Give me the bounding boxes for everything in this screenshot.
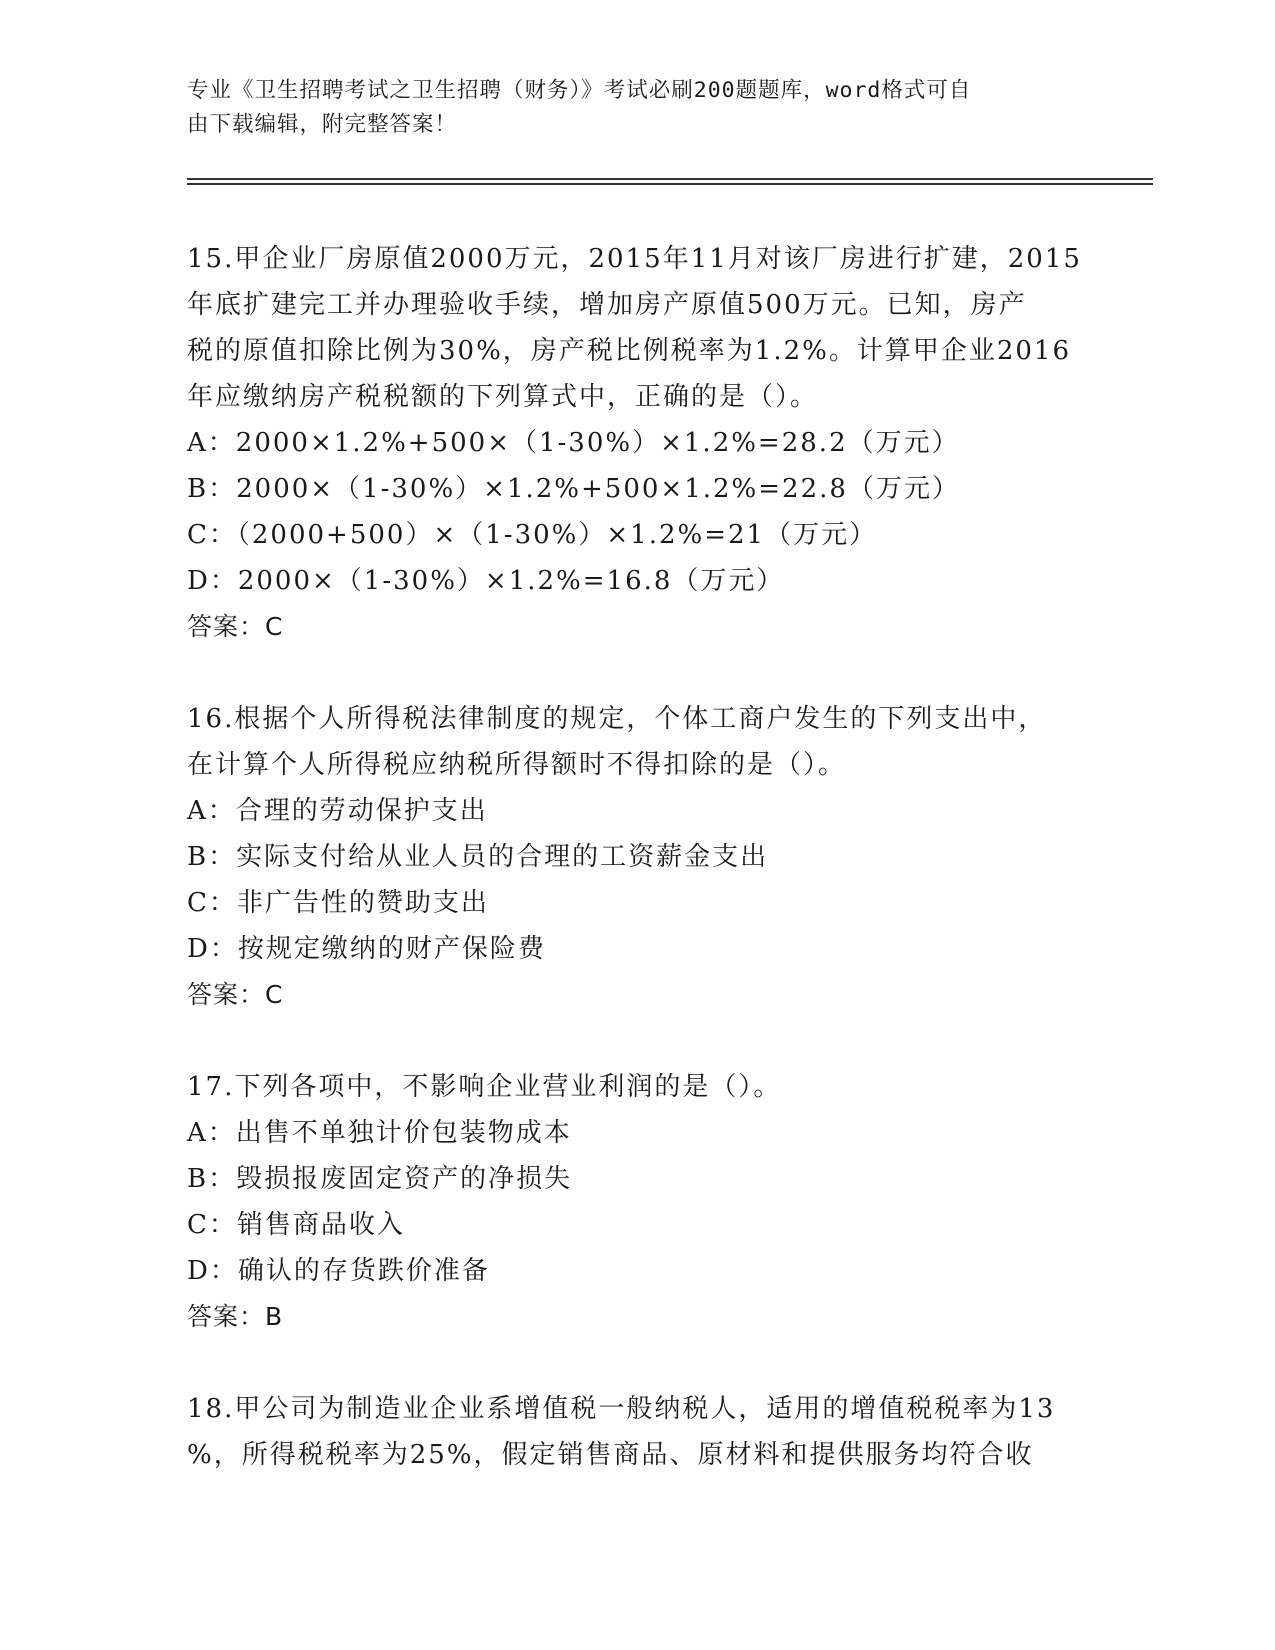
question-list: [187, 236, 1087, 1478]
question-15: [187, 236, 1087, 696]
question-stem-line: %，所得税税率为25%，假定销售商品、原材料和提供服务均符合收: [187, 1440, 1034, 1470]
question-stem-line: 16.根据个人所得税法律制度的规定，个体工商户发生的下列支出中，: [187, 704, 1047, 734]
question-18: [187, 1386, 1087, 1478]
option-a: A：合理的劳动保护支出: [187, 796, 488, 826]
answer-text: 答案：C: [187, 980, 284, 1009]
question-stem-line: 18.甲公司为制造业企业系增值税一般纳税人，适用的增值税税率为13: [187, 1394, 1056, 1424]
option-b: B：实际支付给从业人员的合理的工资薪金支出: [187, 842, 769, 872]
answer-text: 答案：C: [187, 612, 284, 641]
option-d: D：2000×（1-30%）×1.2%=16.8（万元）: [187, 566, 785, 596]
option-b: B：毁损报废固定资产的净损失: [187, 1164, 573, 1194]
question-stem-line: 在计算个人所得税应纳税所得额时不得扣除的是（）。: [187, 750, 847, 780]
option-c: C：销售商品收入: [187, 1210, 405, 1240]
option-c: C：（2000+500）×（1-30%）×1.2%=21（万元）: [187, 520, 878, 550]
header-line-1: 专业《卫生招聘考试之卫生招聘（财务）》考试必刷200题题库，word格式可自: [187, 78, 972, 103]
question-spacer: [187, 1018, 1087, 1064]
header-divider-top: [187, 178, 1153, 180]
option-a: A：2000×1.2%+500×（1-30%）×1.2%=28.2（万元）: [187, 428, 960, 458]
option-b: B：2000×（1-30%）×1.2%+500×1.2%=22.8（万元）: [187, 474, 960, 504]
question-stem-line: 年应缴纳房产税税额的下列算式中，正确的是（）。: [187, 382, 819, 412]
question-17: [187, 1064, 1087, 1386]
option-d: D：确认的存货跌价准备: [187, 1256, 490, 1286]
header-line-2: 由下载编辑，附完整答案！: [187, 112, 458, 137]
option-c: C：非广告性的赞助支出: [187, 888, 489, 918]
question-spacer: [187, 1340, 1087, 1386]
question-stem-line: 15.甲企业厂房原值2000万元，2015年11月对该厂房进行扩建，2015: [187, 244, 1082, 274]
question-spacer: [187, 650, 1087, 696]
question-16: [187, 696, 1087, 1064]
question-stem-line: 税的原值扣除比例为30%，房产税比例税率为1.2%。计算甲企业2016: [187, 336, 1072, 366]
answer-text: 答案：B: [187, 1302, 284, 1331]
option-d: D：按规定缴纳的财产保险费: [187, 934, 546, 964]
question-stem-line: 17.下列各项中，不影响企业营业利润的是（）。: [187, 1072, 782, 1102]
question-stem-line: 年底扩建完工并办理验收手续，增加房产原值500万元。已知，房产: [187, 290, 1027, 320]
header-divider-bottom: [187, 183, 1153, 185]
document-header: [187, 74, 1057, 142]
option-a: A：出售不单独计价包装物成本: [187, 1118, 572, 1148]
